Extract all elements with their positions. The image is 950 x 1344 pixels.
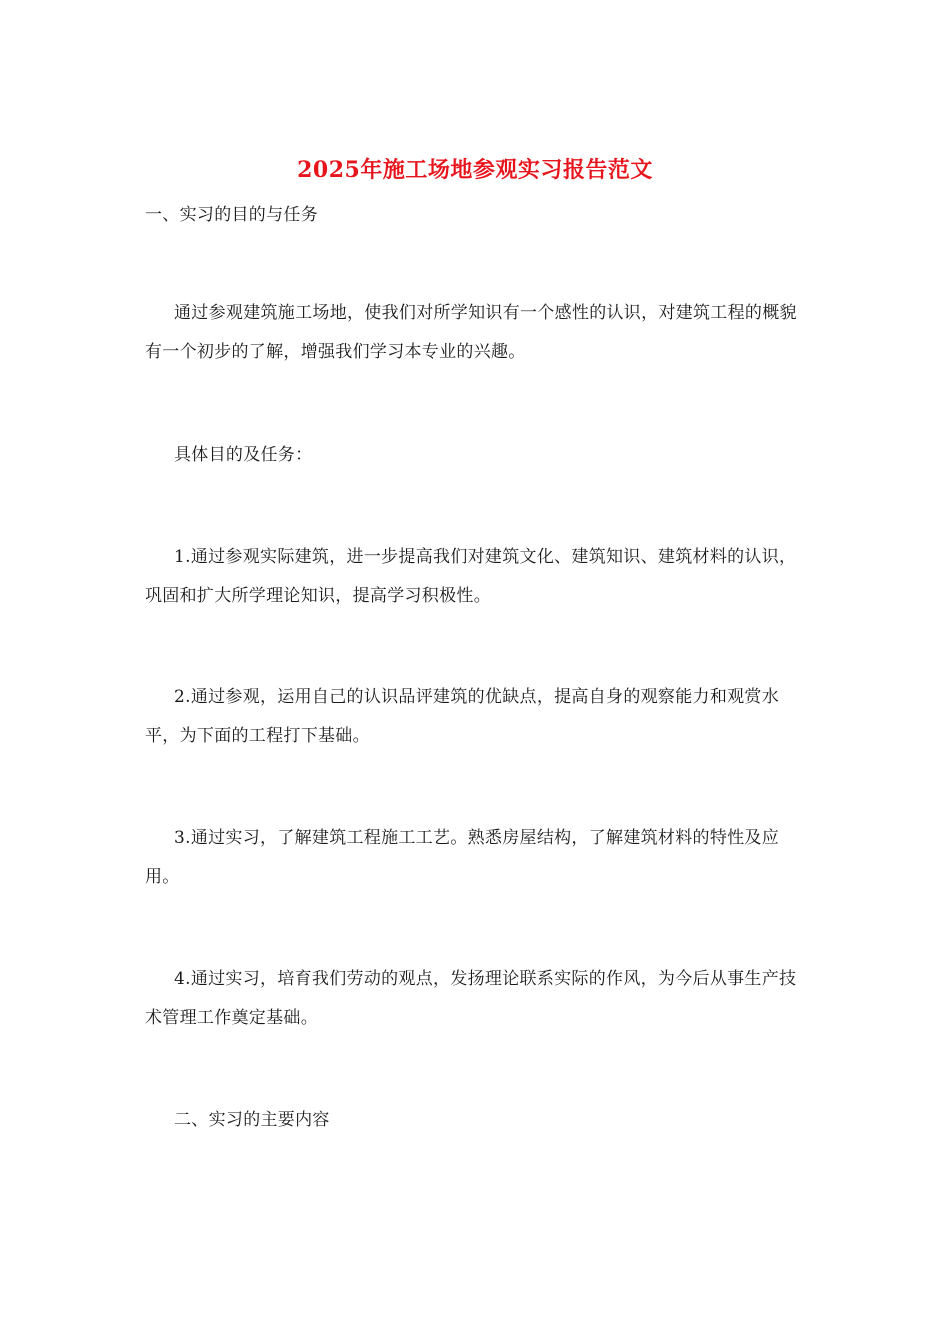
task-item-2: 2.通过参观，运用自己的认识品评建筑的优缺点，提高自身的观察能力和观赏水平，为下面的工程打下基础。 (145, 687, 780, 746)
task-item-3: 3.通过实习，了解建筑工程施工工艺。熟悉房屋结构，了解建筑材料的特性及应用。 (145, 828, 780, 887)
section-heading-content: 二、实习的主要内容 (174, 1110, 330, 1130)
section-heading-purpose: 一、实习的目的与任务 (145, 205, 318, 225)
tasks-heading: 具体目的及任务： (174, 445, 313, 465)
task-item-1: 1.通过参观实际建筑，进一步提高我们对建筑文化、建筑知识、建筑材料的认识，巩固和扩大所学理论知识，提高学习积极性。 (145, 547, 797, 606)
intro-paragraph: 通过参观建筑施工场地，使我们对所学知识有一个感性的认识，对建筑工程的概貌有一个初步的了解，增强我们学习本专业的兴趣。 (145, 303, 797, 362)
document-title: 2025年施工场地参观实习报告范文 (297, 157, 653, 183)
task-item-4: 4.通过实习，培育我们劳动的观点，发扬理论联系实际的作风，为今后从事生产技术管理工作奠定基础。 (145, 969, 797, 1028)
